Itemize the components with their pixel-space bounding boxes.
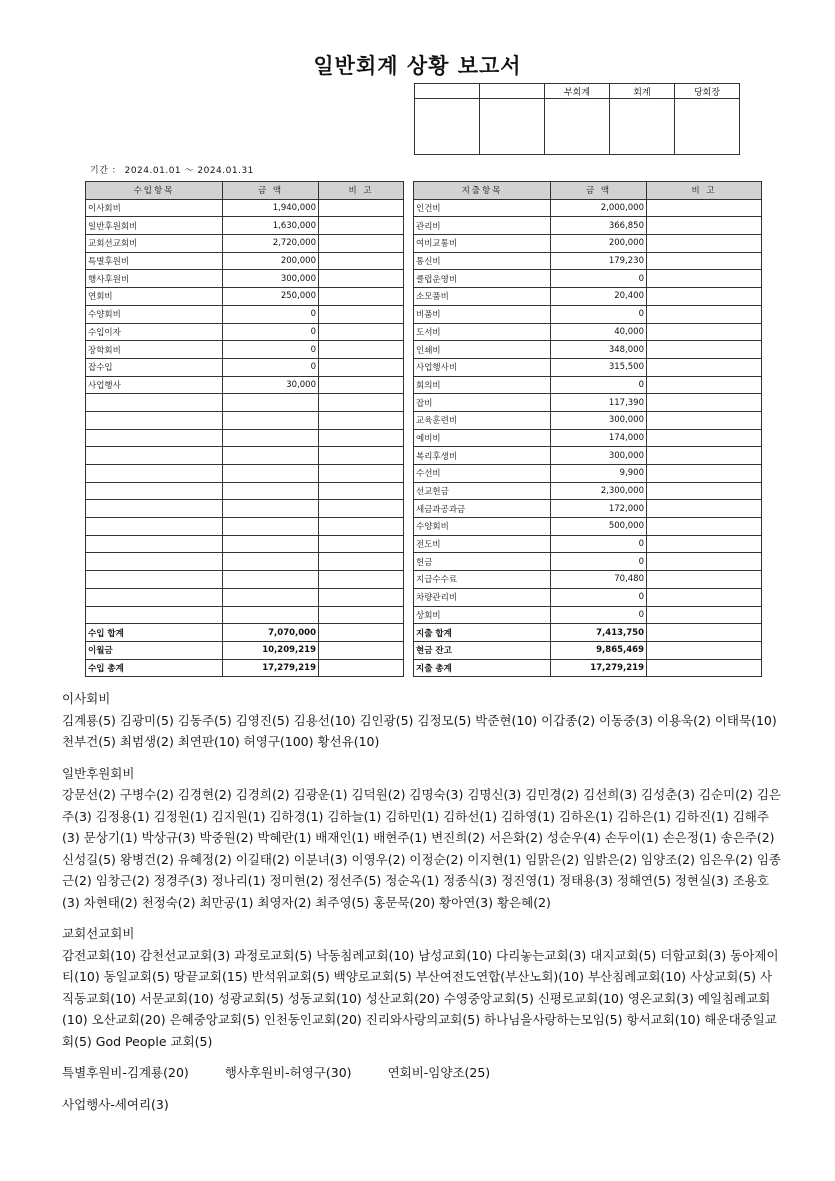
page-title: 일반회계 상황 보고서: [313, 54, 522, 78]
income-item: [86, 518, 223, 536]
ledger-row: [86, 518, 762, 536]
expense-note: [647, 199, 762, 217]
income-note: [319, 288, 404, 306]
expense-item: 도서비: [414, 323, 551, 341]
expense-amount-header: 금 액: [551, 182, 647, 200]
income-item: 일반후원회비: [86, 217, 223, 235]
income-note: [319, 624, 404, 642]
income-note: [319, 465, 404, 483]
ledger-row: [86, 465, 762, 483]
expense-amount: 315,500: [551, 358, 647, 376]
approval-box: [414, 83, 740, 155]
expense-amount: 172,000: [551, 500, 647, 518]
expense-note: [647, 288, 762, 306]
income-amount: 0: [223, 323, 319, 341]
column-gap: [404, 358, 414, 376]
expense-amount: 0: [551, 305, 647, 323]
income-note: [319, 606, 404, 624]
income-note: [319, 429, 404, 447]
income-item: [86, 500, 223, 518]
expense-amount: 0: [551, 553, 647, 571]
approval-sign-vice-treasurer: [545, 99, 610, 155]
income-amount: 0: [223, 358, 319, 376]
income-item: 수입이자: [86, 323, 223, 341]
income-amount: 2,720,000: [223, 235, 319, 253]
board-fee-title: 이사회비: [62, 691, 111, 706]
income-note: [319, 411, 404, 429]
expense-amount: 0: [551, 606, 647, 624]
income-note: [319, 358, 404, 376]
income-item: 이월금: [86, 641, 223, 659]
income-amount: 10,209,219: [223, 641, 319, 659]
income-amount: 0: [223, 341, 319, 359]
income-item: [86, 535, 223, 553]
expense-note: [647, 553, 762, 571]
income-item: 수양회비: [86, 305, 223, 323]
ledger-row: [86, 535, 762, 553]
ledger-row: [86, 429, 762, 447]
expense-amount: 200,000: [551, 235, 647, 253]
expense-note: [647, 447, 762, 465]
expense-item: 현금 잔고: [414, 641, 551, 659]
income-item: [86, 394, 223, 412]
expense-note: [647, 641, 762, 659]
expense-item: 전도비: [414, 535, 551, 553]
expense-amount: 0: [551, 270, 647, 288]
income-note: [319, 641, 404, 659]
income-note-header: 비 고: [319, 182, 404, 200]
ledger-row: [86, 217, 762, 235]
column-gap: [404, 535, 414, 553]
expense-item: 수선비: [414, 465, 551, 483]
income-note: [319, 341, 404, 359]
column-gap: [404, 482, 414, 500]
expense-note: [647, 606, 762, 624]
income-item: 장학회비: [86, 341, 223, 359]
income-note: [319, 394, 404, 412]
expense-item-header: 지출항목: [414, 182, 551, 200]
income-amount: [223, 518, 319, 536]
column-gap: [404, 376, 414, 394]
general-support-list: 강문선(2) 구병수(2) 김경현(2) 김경희(2) 김광운(1) 김덕원(2) 김명숙(3) 김명신(3) 김민경(2) 김선희(3) 김성춘(3) 김순미(2) 김은주(3) 김정용(1) 김정원(1) 김지원(1) 김하경(1) 김하늘(1) 김하민(1) 김하선(1) 김하영(1) 김하온(1) 김하은(1) 김하진(1) 김해주(3) 문상기(1) 박상규(3) 박중원(2) 박혜란(1) 배재인(1) 배현주(1) 변진희(2) 서은화(2) 성순우(4) 손두이(1) 손은정(1) 송은주(2) 신성길(5) 왕병건(2) 유혜정(2) 이길태(2) 이분녀(3) 이영우(2) 이정순(2) 이지현(1) 임맑은(2) 임밝은(2) 임양조(2) 임은우(2) 임종근(2) 임창근(2) 정경주(3) 정나리(1) 정미현(2) 정선주(5) 정순옥(1) 정종식(3) 정진영(1) 정태용(3) 정해연(5) 정현실(3) 조용호(3) 차현태(2) 천정숙(2) 최만공(1) 최영자(2) 최주영(5) 홍문묵(20) 황아연(3) 황은혜(2): [62, 787, 782, 910]
ledger-row: [86, 305, 762, 323]
income-amount: 1,630,000: [223, 217, 319, 235]
income-note: [319, 571, 404, 589]
income-item: [86, 571, 223, 589]
column-gap: [404, 217, 414, 235]
expense-item: 차량관리비: [414, 588, 551, 606]
income-item: [86, 588, 223, 606]
income-amount: [223, 482, 319, 500]
income-amount: [223, 411, 319, 429]
column-gap: [404, 553, 414, 571]
expense-note: [647, 535, 762, 553]
income-note: [319, 447, 404, 465]
expense-item: 지출 합계: [414, 624, 551, 642]
income-amount: [223, 553, 319, 571]
column-gap: [404, 606, 414, 624]
expense-amount: 2,300,000: [551, 482, 647, 500]
expense-amount: 9,900: [551, 465, 647, 483]
ledger-row: [86, 358, 762, 376]
expense-item: 수양회비: [414, 518, 551, 536]
expense-amount: 70,480: [551, 571, 647, 589]
expense-item: 잡비: [414, 394, 551, 412]
donor-notes: [62, 688, 782, 1125]
income-item: 이사회비: [86, 199, 223, 217]
annual-fee: 연회비-임양조(25): [387, 1065, 491, 1080]
expense-amount: 0: [551, 588, 647, 606]
income-amount: 30,000: [223, 376, 319, 394]
column-gap: [404, 571, 414, 589]
income-note: [319, 518, 404, 536]
expense-amount: 40,000: [551, 323, 647, 341]
income-amount: [223, 394, 319, 412]
column-gap: [404, 465, 414, 483]
expense-amount: 2,000,000: [551, 199, 647, 217]
column-gap: [404, 624, 414, 642]
income-amount: 7,070,000: [223, 624, 319, 642]
approval-sign-2: [480, 99, 545, 155]
income-amount: [223, 447, 319, 465]
expense-amount: 179,230: [551, 252, 647, 270]
ledger-row: [86, 482, 762, 500]
income-item: 특별후원비: [86, 252, 223, 270]
expense-note: [647, 376, 762, 394]
income-note: [319, 199, 404, 217]
general-support-title: 일반후원회비: [62, 765, 135, 781]
income-note: [319, 270, 404, 288]
expense-item: 인건비: [414, 199, 551, 217]
income-amount: 1,940,000: [223, 199, 319, 217]
income-amount: [223, 535, 319, 553]
income-amount: 0: [223, 305, 319, 323]
expense-note: [647, 624, 762, 642]
income-amount: [223, 571, 319, 589]
expense-item: 통신비: [414, 252, 551, 270]
income-item: 행사후원비: [86, 270, 223, 288]
expense-amount: 174,000: [551, 429, 647, 447]
income-amount: 300,000: [223, 270, 319, 288]
ledger-row: [86, 270, 762, 288]
expense-amount: 0: [551, 376, 647, 394]
expense-note: [647, 588, 762, 606]
column-gap: [404, 447, 414, 465]
church-mission-title: 교회선교회비: [62, 926, 135, 941]
expense-item: 선교헌금: [414, 482, 551, 500]
column-gap: [404, 341, 414, 359]
expense-item: 복리후생비: [414, 447, 551, 465]
income-item: [86, 411, 223, 429]
income-note: [319, 235, 404, 253]
ledger-table: [85, 181, 762, 677]
income-note: [319, 305, 404, 323]
column-gap: [404, 518, 414, 536]
general-support-section: [62, 763, 782, 914]
ledger-header-row: [86, 182, 762, 200]
ledger-row: [86, 376, 762, 394]
project-event-line: 사업행사-세여리(3): [62, 1096, 169, 1112]
expense-amount: 300,000: [551, 447, 647, 465]
column-gap: [404, 235, 414, 253]
income-note: [319, 535, 404, 553]
approval-header-treasurer: 회계: [610, 84, 675, 99]
income-note: [319, 588, 404, 606]
income-note: [319, 376, 404, 394]
income-item: 연회비: [86, 288, 223, 306]
ledger-row: [86, 606, 762, 624]
ledger-total-row: [86, 659, 762, 677]
column-gap: [404, 305, 414, 323]
income-item: 수입 합계: [86, 624, 223, 642]
income-amount: [223, 606, 319, 624]
ledger-row: [86, 553, 762, 571]
expense-item: 비품비: [414, 305, 551, 323]
expense-item: 회의비: [414, 376, 551, 394]
column-gap: [404, 270, 414, 288]
expense-note: [647, 500, 762, 518]
income-item: [86, 606, 223, 624]
expense-amount: 500,000: [551, 518, 647, 536]
ledger-row: [86, 588, 762, 606]
board-fee-section: [62, 688, 782, 753]
ledger-total-row: [86, 641, 762, 659]
column-gap: [404, 411, 414, 429]
ledger-row: [86, 447, 762, 465]
ledger-row: [86, 235, 762, 253]
expense-amount: 9,865,469: [551, 641, 647, 659]
expense-note: [647, 305, 762, 323]
expense-item: 헌금: [414, 553, 551, 571]
column-gap: [404, 659, 414, 677]
income-item-header: 수입항목: [86, 182, 223, 200]
income-note: [319, 252, 404, 270]
column-gap: [404, 588, 414, 606]
ledger-row: [86, 341, 762, 359]
ledger-row: [86, 411, 762, 429]
misc-support-line: [62, 1062, 782, 1084]
expense-note: [647, 270, 762, 288]
expense-note: [647, 518, 762, 536]
income-item: 교회선교회비: [86, 235, 223, 253]
ledger-row: [86, 500, 762, 518]
income-note: [319, 553, 404, 571]
income-amount: 17,279,219: [223, 659, 319, 677]
expense-item: 사업행사비: [414, 358, 551, 376]
expense-note: [647, 217, 762, 235]
expense-note-header: 비 고: [647, 182, 762, 200]
expense-item: 여비교통비: [414, 235, 551, 253]
income-note: [319, 500, 404, 518]
expense-note: [647, 358, 762, 376]
income-item: [86, 447, 223, 465]
special-support: 특별후원비-김계룡(20): [62, 1065, 189, 1080]
expense-amount: 300,000: [551, 411, 647, 429]
income-item: [86, 482, 223, 500]
column-gap: [404, 182, 414, 200]
ledger-row: [86, 288, 762, 306]
income-note: [319, 217, 404, 235]
expense-amount: 17,279,219: [551, 659, 647, 677]
expense-note: [647, 341, 762, 359]
income-amount: [223, 465, 319, 483]
column-gap: [404, 641, 414, 659]
expense-item: 지급수수료: [414, 571, 551, 589]
income-amount: [223, 500, 319, 518]
expense-item: 소모품비: [414, 288, 551, 306]
income-item: [86, 429, 223, 447]
approval-sign-treasurer: [610, 99, 675, 155]
ledger-row: [86, 252, 762, 270]
expense-note: [647, 394, 762, 412]
ledger-row: [86, 199, 762, 217]
ledger-row: [86, 323, 762, 341]
expense-note: [647, 235, 762, 253]
expense-note: [647, 429, 762, 447]
report-period: 기간 ： 2024.01.01 ～ 2024.01.31: [90, 166, 254, 176]
expense-note: [647, 323, 762, 341]
church-mission-section: [62, 923, 782, 1052]
expense-amount: 348,000: [551, 341, 647, 359]
expense-item: 상회비: [414, 606, 551, 624]
expense-note: [647, 659, 762, 677]
expense-amount: 7,413,750: [551, 624, 647, 642]
column-gap: [404, 429, 414, 447]
expense-amount: 0: [551, 535, 647, 553]
expense-note: [647, 482, 762, 500]
expense-amount: 20,400: [551, 288, 647, 306]
column-gap: [404, 323, 414, 341]
expense-item: 관리비: [414, 217, 551, 235]
approval-sign-pastor: [675, 99, 740, 155]
income-amount: 200,000: [223, 252, 319, 270]
approval-sign-1: [415, 99, 480, 155]
expense-note: [647, 465, 762, 483]
expense-note: [647, 411, 762, 429]
column-gap: [404, 252, 414, 270]
expense-note: [647, 571, 762, 589]
column-gap: [404, 288, 414, 306]
income-note: [319, 323, 404, 341]
income-item: 잡수입: [86, 358, 223, 376]
ledger-row: [86, 571, 762, 589]
income-item: [86, 553, 223, 571]
income-note: [319, 482, 404, 500]
income-amount-header: 금 액: [223, 182, 319, 200]
expense-note: [647, 252, 762, 270]
church-mission-list: 감전교회(10) 감천선교교회(3) 과정로교회(5) 낙동침례교회(10) 남성교회(10) 다리놓는교회(3) 대지교회(5) 더함교회(3) 동아제이티(10) 동일교회(5) 땅끝교회(15) 반석위교회(5) 백양로교회(5) 부산여전도연합(부산노회)(10) 부산침례교회(10) 사상교회(5) 사직동교회(10) 서문교회(10) 성광교회(5) 성동교회(10) 성산교회(20) 수영중앙교회(5) 신평로교회(10) 영온교회(3) 예일침례교회(10) 오산교회(20) 은혜중앙교회(5) 인천동인교회(20) 진리와사랑의교회(5) 하나님을사랑하는모임(5) 항서교회(10) 해운대중일교회(5) God People 교회(5): [62, 947, 779, 1049]
income-item: [86, 465, 223, 483]
income-note: [319, 659, 404, 677]
expense-amount: 117,390: [551, 394, 647, 412]
column-gap: [404, 394, 414, 412]
expense-item: 지출 총계: [414, 659, 551, 677]
expense-amount: 366,850: [551, 217, 647, 235]
income-amount: [223, 588, 319, 606]
expense-item: 교육훈련비: [414, 411, 551, 429]
column-gap: [404, 199, 414, 217]
ledger-row: [86, 394, 762, 412]
income-item: 사업행사: [86, 376, 223, 394]
expense-item: 예비비: [414, 429, 551, 447]
approval-header-vice-treasurer: 부회계: [545, 84, 610, 99]
income-item: 수입 총계: [86, 659, 223, 677]
income-amount: 250,000: [223, 288, 319, 306]
income-amount: [223, 429, 319, 447]
column-gap: [404, 500, 414, 518]
board-fee-list: 김계룡(5) 김광미(5) 김동주(5) 김영진(5) 김용선(10) 김인광(5) 김정모(5) 박준현(10) 이갑종(2) 이동중(3) 이용욱(2) 이태묵(10) 천부건(5) 최범생(2) 최연판(10) 허영구(100) 황선유(10): [62, 712, 777, 749]
expense-item: 인쇄비: [414, 341, 551, 359]
approval-header-2: [480, 84, 545, 99]
approval-header-pastor: 당회장: [675, 84, 740, 99]
event-support: 행사후원비-허영구(30): [224, 1065, 352, 1080]
ledger-total-row: [86, 624, 762, 642]
approval-header-1: [415, 84, 480, 99]
expense-item: 세금과공과금: [414, 500, 551, 518]
expense-item: 클럽운영비: [414, 270, 551, 288]
